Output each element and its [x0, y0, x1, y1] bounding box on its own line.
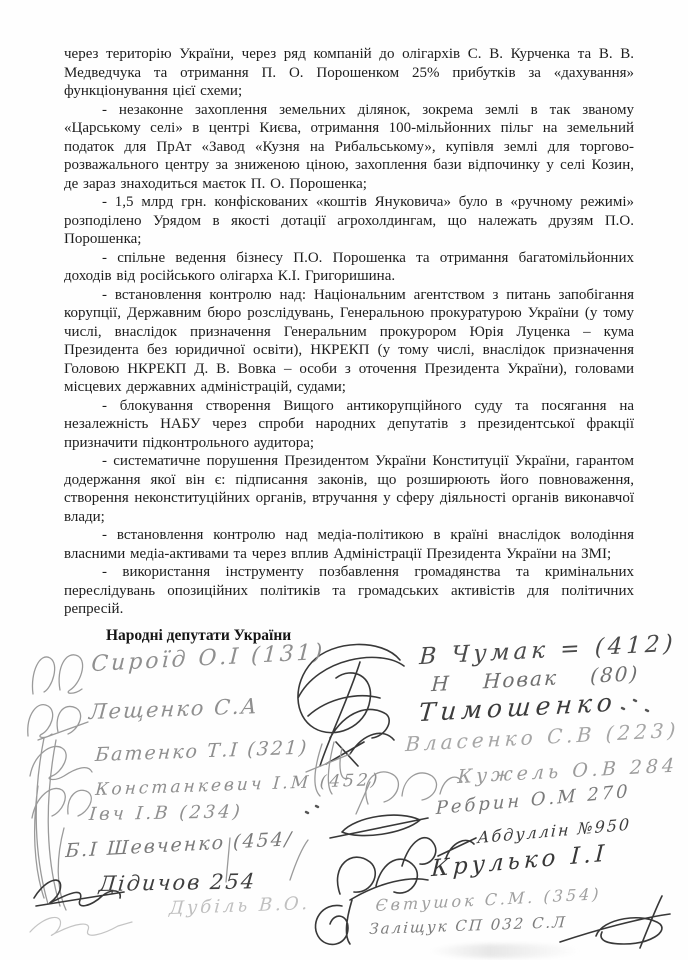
- document-body: [64, 45, 634, 625]
- paragraph-4: - спільне ведення бізнесу П.О. Порошенка та отримання багатомільйонних доходів від російського олігарха К.І. Григоришина.: [64, 249, 634, 284]
- paragraph-5: - встановлення контролю над: Національним агентством з питань запобігання корупції, Державним бюро розслідувань, Генеральною прокуратурою України (у тому числі, внаслідок призначення Генеральним прокурором Юрія Луценка – кума Президента без юридичної освіти), НКРЕКП (у тому числі, внаслідок призначення Головою НКРЕКП Д. В. Вовка – особи з оточення Президента України), головами місцевих державних адміністрацій, судами;: [64, 286, 634, 395]
- paragraph-2: - незаконне захоплення земельних ділянок, зокрема землі в так званому «Царському селі» в центрі Києва, отримання 100-мільйонних пільг на земельний податок для ПрАт «Завод «Кузня на Рибальському», купівля землі для торгово-розважального центру за зниженою ціною, захоплення бази відпочинку у селі Козин, де зараз знаходиться маєток П. О. Порошенка;: [64, 101, 634, 192]
- paragraph-9: - використання інструменту позбавлення громадянства та кримінальних переслідувань опозиційних політиків та громадських активістів для політичних репресій.: [64, 564, 634, 617]
- signature-zalishchuk: Заліщук СП 032 С.Л: [368, 913, 568, 939]
- paragraph-1: через територію України, через ряд компаній до олігархів С. В. Курченка та В. В. Медведчука та отримання П. О. Порошенком 25% прибутків за «дахування» функціонування цієї схеми;: [64, 46, 634, 99]
- signature-rebryn: Ребрин О.М 270: [435, 780, 631, 820]
- signature-leshchenko: Лещенко С.А: [88, 694, 260, 725]
- paragraph-3: - 1,5 млрд грн. конфіскованих «коштів Януковича» було в «ручному режимі» розподілено Урядом в якості дотації агрохолдингам, що належать друзям П.О. Порошенка;: [64, 194, 634, 247]
- signature-novak: Н Новак (80): [430, 661, 640, 697]
- signature-ivch: Івч І.В (234): [88, 801, 244, 826]
- batenko-flourish-scrawl: [30, 746, 92, 779]
- rebryn-pen-scrawl: [330, 815, 428, 838]
- signature-konstankevych: Констанкевич І.М (452): [94, 770, 382, 801]
- signature-batenko: Батенко Т.І (321): [94, 736, 310, 767]
- signature-kuzhel: Кужель О.В 284: [456, 754, 679, 789]
- signature-abdullin: Абдуллін №950: [476, 814, 632, 848]
- faint-left-scrawl: [30, 917, 132, 935]
- signature-shevchenko: Б.І Шевченко (454/: [64, 828, 294, 863]
- signature-dubil-faint: Дубіль В.О.: [168, 893, 312, 920]
- scan-smudge: [430, 944, 580, 958]
- paragraph-7: - систематичне порушення Президентом України Конституції України, гарантом додержання якої він є: підписання законів, що розширюють його повноваження, створення неконституційних органів, втручання у сферу діяльності органів виконавчої влади;: [64, 453, 634, 525]
- paragraph-6: - блокування створення Вищого антикорупційного суду та посягання на незалежність НАБУ через спроби народних депутатів з президентської фракції призначити підконтрольного аудитора;: [64, 397, 634, 451]
- syroid-flourish-scrawl: [32, 655, 82, 694]
- signature-vlasenko: Власенко С.В (223): [404, 717, 681, 757]
- signature-didych: Дідичов 254: [97, 869, 258, 897]
- signature-krulko: Крулько І.І: [430, 840, 609, 883]
- signature-yevtushok: Євтушок С.М. (354): [375, 884, 603, 916]
- signature-chumak: В Чумак = (412): [418, 630, 678, 671]
- paragraph-8: - встановлення контролю над медіа-політикою в країні внаслідок володіння власними медіа-активами та через вплив Адміністрації Президента України на ЗМІ;: [64, 527, 634, 562]
- left-pen-strokes-scrawl: [35, 738, 66, 910]
- leshchenko-flourish-scrawl: [28, 705, 88, 740]
- signature-tymoshenko: Тимошенко: [417, 687, 619, 728]
- yevtushok-circle-scrawl: [315, 900, 352, 944]
- signatories-heading: Народні депутати України: [106, 627, 292, 644]
- signature-syroid: Сироїд О.І (131): [90, 639, 326, 678]
